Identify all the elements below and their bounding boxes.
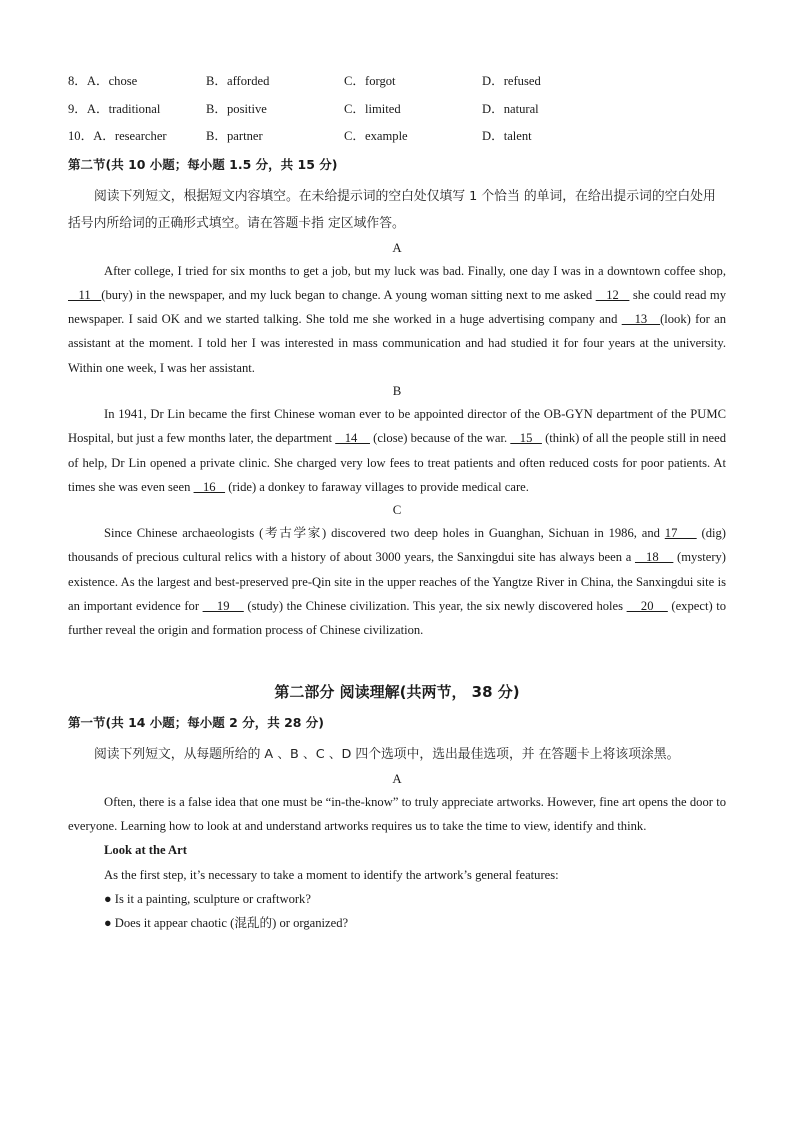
- option-row-10: [68, 121, 726, 149]
- option-b: B．positive: [206, 101, 267, 116]
- option-c: C．forgot: [344, 74, 396, 89]
- blank-17[interactable]: 17: [664, 526, 697, 541]
- option-a: 8．A．chose: [68, 74, 138, 89]
- part-2-title: 第二部分 阅读理解(共两节， 38 分): [274, 682, 520, 701]
- passage-a-letter: A: [392, 240, 402, 255]
- blank-20[interactable]: 20: [626, 599, 668, 614]
- blank-18[interactable]: 18: [634, 550, 674, 565]
- bullet-item: ● Does it appear chaotic (混乱的) or organized?: [104, 916, 349, 931]
- section-2-heading: 第二节(共 10 小题；每小题 1.5 分，共 15 分): [68, 156, 338, 172]
- reading-a-letter: A: [392, 771, 402, 786]
- option-a: 10．A．researcher: [68, 129, 167, 144]
- passage-c-letter: C: [392, 503, 402, 518]
- blank-19[interactable]: 19: [202, 599, 244, 614]
- bullet-item: ● Is it a painting, sculpture or craftwork?: [104, 891, 311, 906]
- passage-a: After college, I tried for six months to get a job, but my luck was bad. Finally, one day I was in a downtown coffee shop, 11 (bury) in the newspaper, and my luck began to change. A young woman sitting next to me asked 12 she could read my newspaper. I said OK and we started talking. She told me she worked in a huge advertising company and 13 (look) for an assistant at the moment. I told her I was interested in mass communication and had studied it for four years at the university. Within one week, I was her assistant.: [68, 263, 726, 375]
- option-b: B．afforded: [206, 74, 270, 89]
- section-2-instruction: 阅读下列短文，根据短文内容填空。在未给提示词的空白处仅填写 1 个恰当 的单词，在给出提示词的空白处用括号内所给词的正确形式填空。请在答题卡指 定区域作答。: [68, 188, 716, 231]
- blank-16[interactable]: 16: [193, 479, 226, 494]
- reading-a-subheading: Look at the Art: [104, 843, 187, 858]
- option-d: D．refused: [482, 74, 541, 89]
- option-d: D．natural: [482, 101, 539, 116]
- option-a: 9．A．traditional: [68, 101, 161, 116]
- option-row-9: [68, 94, 726, 122]
- passage-c: Since Chinese archaeologists (考古学家) discovered two deep holes in Guanghan, Sichuan in 1986, and 17 (dig) thousands of precious cultural relics with a history of about 3000 years, the Sanxingdui site has always been a 18 (mystery) existence. As the largest and best-preserved pre-Qin site in the upper reaches of the Yangtze River in China, the Sanxingdui site is an important evidence for 19 (study) the Chinese civilization. This year, the six newly discovered holes 20 (expect) to further reveal the origin and formation process of Chinese civilization.: [68, 526, 727, 638]
- passage-b: In 1941, Dr Lin became the first Chinese woman ever to be appointed director of the OB-GYN department of the PUMC Hospital, but just a few months later, the department 14 (close) because of the war. 15 (think) of all the people still in need of help, Dr Lin opened a private clinic. She charged very low fees to treat patients and often reduced costs for poor patients. At times she was even seen 16 (ride) a donkey to faraway villages to provide medical care.: [68, 406, 727, 494]
- option-row-8: [68, 66, 726, 94]
- options-block: [68, 66, 726, 149]
- reading-a-paragraph-1: Often, there is a false idea that one must be “in-the-know” to truly appreciate artworks. However, fine art opens the door to everyone. Learning how to look at and understand artworks requires us to take the time to view, identify and think.: [68, 794, 726, 833]
- option-c: C．example: [344, 129, 408, 144]
- option-b: B．partner: [206, 129, 263, 144]
- part-2-section-1-heading: 第一节(共 14 小题；每小题 2 分，共 28 分): [68, 714, 325, 730]
- option-c: C．limited: [344, 101, 401, 116]
- reading-a-paragraph-2: As the first step, it’s necessary to take a moment to identify the artwork’s general features:: [104, 867, 559, 882]
- blank-12[interactable]: 12: [595, 287, 630, 302]
- blank-14[interactable]: 14: [335, 431, 370, 446]
- part-2-instruction: 阅读下列短文，从每题所给的 A 、B 、C 、D 四个选项中，选出最佳选项，并 在答题卡上将该项涂黑。: [94, 746, 680, 762]
- blank-15[interactable]: 15: [510, 431, 542, 446]
- passage-b-letter: B: [392, 383, 402, 398]
- blank-11[interactable]: 11: [68, 287, 102, 302]
- exam-page: [68, 66, 726, 935]
- blank-13[interactable]: 13: [621, 312, 661, 327]
- option-d: D．talent: [482, 129, 532, 144]
